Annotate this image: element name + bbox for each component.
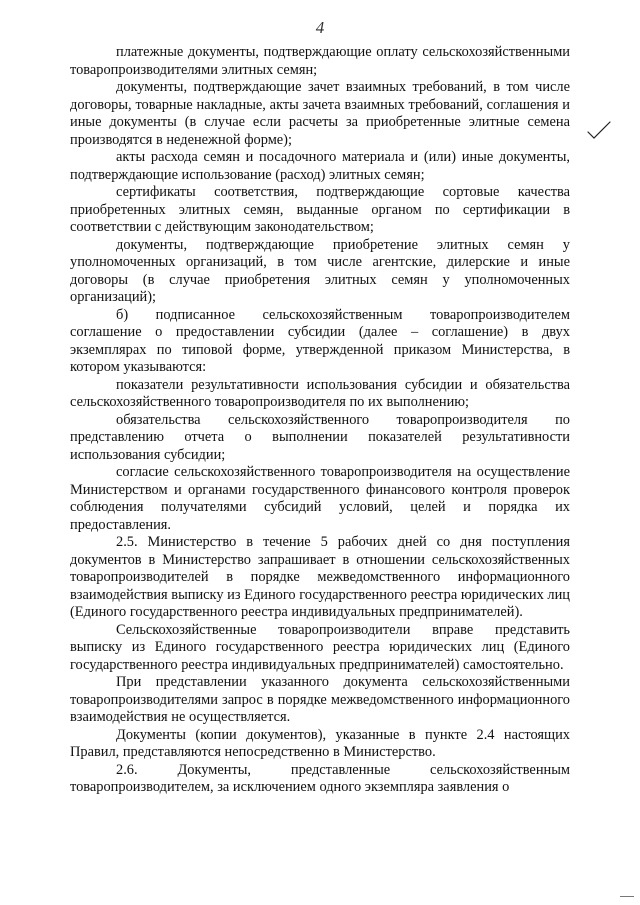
- paragraph-no-request: При представлении указанного документа сельскохозяйственными товаропроизводителями запрос в порядке межведомственного информационного взаимодействия не осуществляется.: [70, 674, 570, 725]
- paragraph-2-6: 2.6. Документы, представленные сельскохозяйственным товаропроизводителем, за исключением одного экземпляра заявления о: [70, 761, 570, 795]
- document-body: [70, 44, 570, 797]
- paragraph-self-submission: Сельскохозяйственные товаропроизводители вправе представить выписку из Единого государственного реестра юридических лиц (Единого государственного реестра индивидуальных предпринимателей) самостоятельно.: [70, 621, 570, 673]
- paragraph-direct-submission: Документы (копии документов), указанные в пункте 2.4 настоящих Правил, представляются непосредственно в Министерство.: [70, 726, 570, 760]
- paragraph-certificates: сертификаты соответствия, подтверждающие сортовые качества приобретенных элитных семян, выданные органом по сертификации в соответствии с действующим законодательством;: [70, 184, 570, 235]
- paragraph-reporting-obligations: обязательства сельскохозяйственного товаропроизводителя по представлению отчета о выполнении показателей результативности использования субсидии;: [70, 411, 570, 463]
- paragraph-offset-documents: документы, подтверждающие зачет взаимных требований, в том числе договоры, товарные накладные, акты зачета взаимных требований, соглашения и иные документы (в случае если расчеты за приобретенные элитные семена производятся в неденежной форме);: [70, 79, 570, 148]
- paragraph-2-5: 2.5. Министерство в течение 5 рабочих дней со дня поступления документов в Министерство запрашивает в отношении сельскохозяйственных товаропроизводителей в порядке межведомственного информационного взаимодействия выписку из Единого государственного реестра юридических лиц (Единого государственного реестра индивидуальных предпринимателей).: [70, 534, 570, 620]
- page-number: 4: [315, 18, 325, 37]
- paragraph-agreement: б) подписанное сельскохозяйственным товаропроизводителем соглашение о предоставлении субсидии (далее – соглашение) в двух экземплярах по типовой форме, утвержденной приказом Министерства, в котором указываются:: [70, 306, 570, 375]
- handwritten-check-mark: [586, 118, 612, 144]
- paragraph-performance-indicators: показатели результативности использования субсидии и обязательства сельскохозяйственного товаропроизводителя по их выполнению;: [70, 376, 570, 410]
- paragraph-payment-documents: платежные документы, подтверждающие оплату сельскохозяйственными товаропроизводителями элитных семян;: [70, 44, 570, 78]
- corner-mark: [620, 896, 634, 897]
- paragraph-purchase-documents: документы, подтверждающие приобретение элитных семян у уполномоченных организаций, в том числе агентские, дилерские и иные договоры (в случае приобретения элитных семян у уполномоченных организаций);: [70, 236, 570, 305]
- paragraph-consumption-acts: акты расхода семян и посадочного материала и (или) иные документы, подтверждающие использование (расход) элитных семян;: [70, 149, 570, 183]
- paragraph-control-consent: согласие сельскохозяйственного товаропроизводителя на осуществление Министерством и органами государственного финансового контроля проверок соблюдения получателями субсидий условий, целей и порядка их предоставления.: [70, 464, 570, 533]
